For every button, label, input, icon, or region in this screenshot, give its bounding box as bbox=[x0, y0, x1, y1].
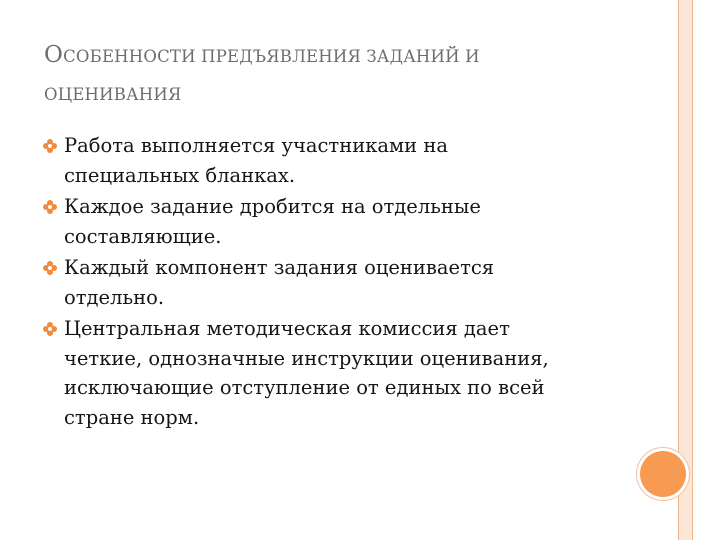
flower-bullet-icon bbox=[43, 322, 57, 336]
bullet-item bbox=[43, 314, 623, 432]
bullet-text-line: отдельно. bbox=[64, 285, 165, 309]
flower-bullet-icon bbox=[43, 200, 57, 214]
bullet-text-line: Каждый компонент задания оценивается bbox=[64, 256, 495, 279]
bullet-text-line: составляющие. bbox=[64, 224, 222, 248]
bullet-text-line: стране норм. bbox=[64, 405, 200, 429]
bullet-text-line: Работа выполняется участниками на bbox=[64, 134, 449, 157]
decorative-border-line bbox=[692, 0, 693, 540]
bullet-item bbox=[43, 253, 623, 312]
title-initial-letter: О bbox=[44, 42, 64, 68]
bullet-text-line: специальных бланках. bbox=[64, 163, 296, 187]
bullet-text-line: Каждое задание дробится на отдельные bbox=[64, 195, 481, 218]
flower-bullet-icon bbox=[43, 261, 57, 275]
bullet-text-line: четкие, однозначные инструкции оценивания, bbox=[64, 346, 549, 370]
bullet-text-line: Центральная методическая комиссия дает bbox=[64, 317, 510, 340]
title-line-2 bbox=[44, 76, 644, 114]
title-line-1 bbox=[44, 36, 644, 76]
bullet-list bbox=[43, 131, 623, 434]
bullet-item bbox=[43, 131, 623, 190]
bullet-text-line: исключающие отступление от единых по всей bbox=[64, 376, 545, 399]
slide-title bbox=[44, 36, 644, 114]
bullet-item bbox=[43, 192, 623, 251]
title-text-line-1: СОБЕННОСТИ ПРЕДЪЯВЛЕНИЯ ЗАДАНИЙ И bbox=[63, 47, 480, 66]
title-text-line-2: ОЦЕНИВАНИЯ bbox=[44, 85, 182, 104]
decorative-circle bbox=[640, 451, 686, 497]
flower-bullet-icon bbox=[43, 139, 57, 153]
